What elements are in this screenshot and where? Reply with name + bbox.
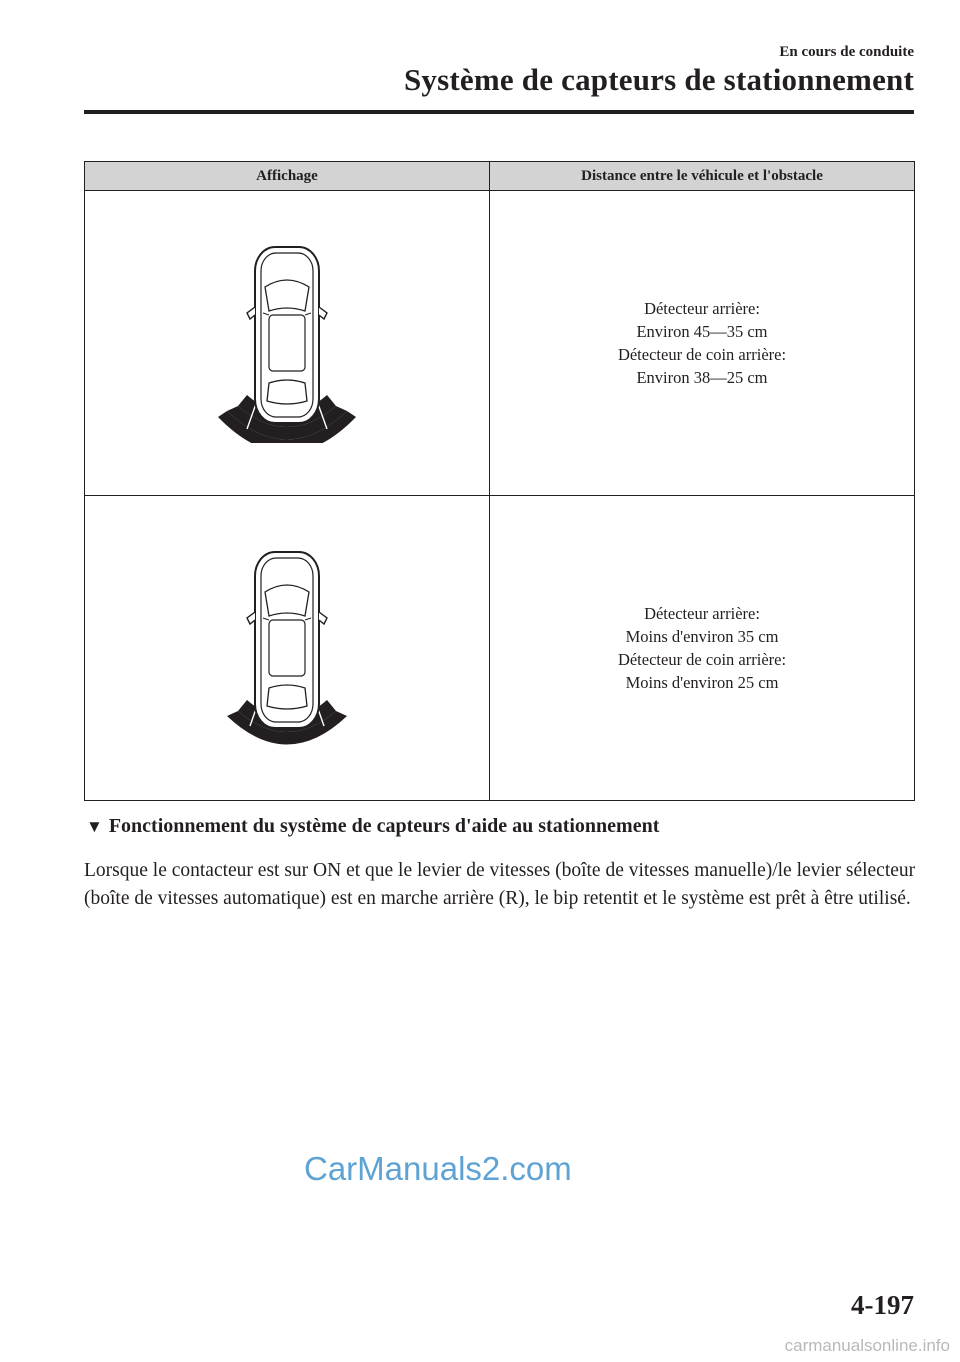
distance-cell (490, 496, 915, 801)
rear-sensor-distance: Moins d'environ 35 cm (625, 627, 779, 646)
triangle-down-icon: ▼ (86, 817, 103, 836)
distance-cell (490, 191, 915, 496)
corner-sensor-label: Détecteur de coin arrière: (617, 345, 787, 364)
section-label: En cours de conduite (779, 44, 914, 60)
footer-site-label: carmanualsonline.info (784, 1336, 950, 1355)
table-header-display: Affichage (85, 162, 490, 191)
page-title: Système de capteurs de stationnement (403, 62, 914, 97)
car-two-bands-diagram (217, 548, 357, 748)
rear-sensor-distance: Environ 45―35 cm (636, 322, 768, 341)
corner-sensor-label: Détecteur de coin arrière: (617, 650, 787, 669)
table-header-row (85, 162, 915, 191)
table-row (85, 191, 915, 496)
section-heading-text: Fonctionnement du système de capteurs d'aide au stationnement (108, 815, 660, 837)
section-heading (86, 815, 659, 838)
watermark: CarManuals2.com (304, 1150, 572, 1187)
corner-sensor-distance: Moins d'environ 25 cm (625, 673, 779, 692)
body-paragraph: Lorsque le contacteur est sur ON et que le levier de vitesses (boîte de vitesses manuelle)/le levier sélecteur (boîte de vitesses automatique) est en marche arrière (R), le bip retentit et le système est prêt à être utilisé. (84, 860, 916, 909)
sensor-distance-table (84, 161, 915, 801)
display-cell (85, 191, 490, 496)
rear-sensor-label: Détecteur arrière: (644, 604, 760, 623)
display-cell (85, 496, 490, 801)
header-rule (84, 110, 914, 114)
table-row (85, 496, 915, 801)
table-header-distance: Distance entre le véhicule et l'obstacle (490, 162, 915, 191)
car-three-bands-diagram (217, 243, 357, 443)
page-number: 4-197 (851, 1290, 914, 1320)
corner-sensor-distance: Environ 38―25 cm (636, 368, 768, 387)
rear-sensor-label: Détecteur arrière: (644, 299, 760, 318)
